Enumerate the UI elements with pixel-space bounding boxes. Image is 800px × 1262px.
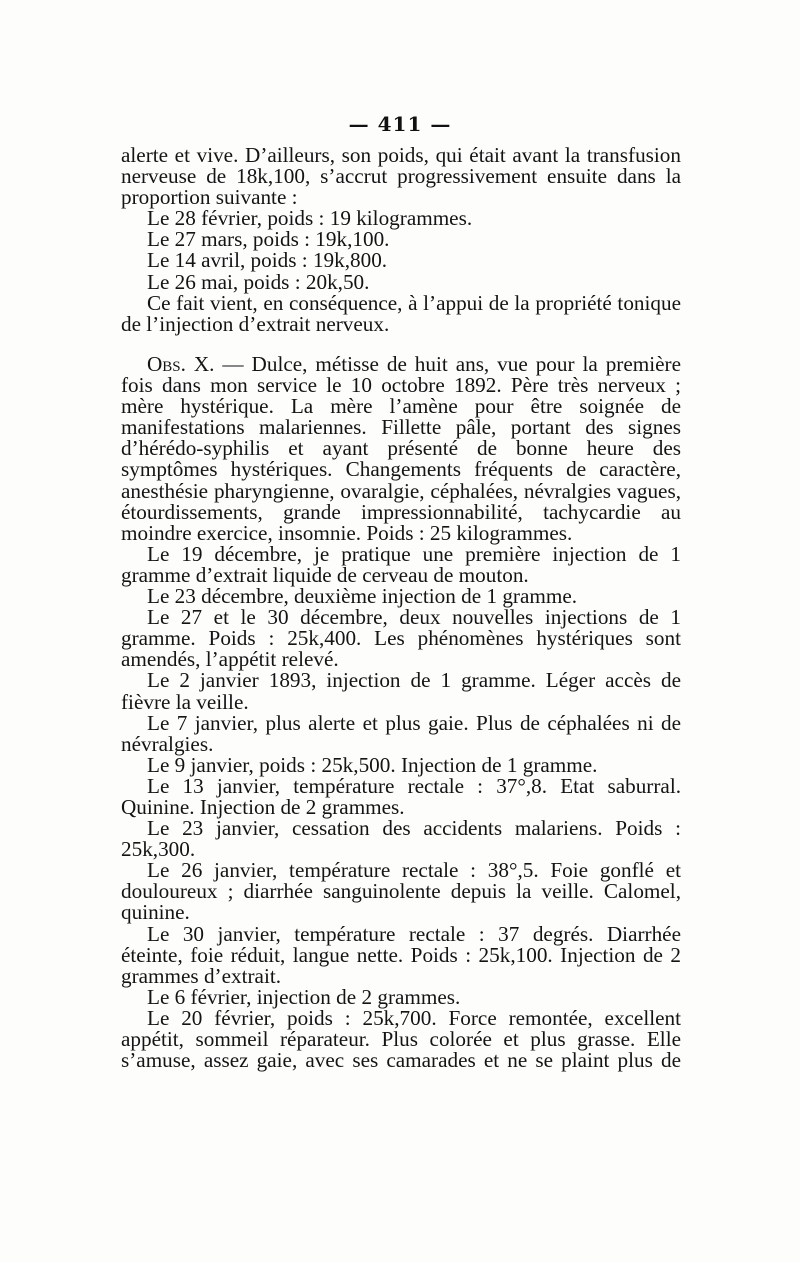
paragraph: Le 30 janvier, température rectale : 37 degrés. Diarrhée éteinte, foie réduit, langue nette. Poids : 25k,100. Injection de 2 grammes d’extrait.: [121, 921, 681, 988]
paragraph: Le 28 février, poids : 19 kilogrammes.: [147, 206, 473, 231]
paragraph: Le 19 décembre, je pratique une première injection de 1 gramme d’extrait liquide de cerveau de mouton.: [121, 541, 681, 587]
observation-paragraph: [121, 354, 681, 544]
observation-block: [121, 354, 681, 1071]
paragraph: Le 14 avril, poids : 19k,800.: [147, 248, 388, 273]
paragraph: Le 23 janvier, cessation des accidents malariens. Poids : 25k,300.: [121, 816, 681, 862]
text-block-top: [121, 145, 681, 335]
paragraph: Le 7 janvier, plus alerte et plus gaie. Plus de céphalées ni de névralgies.: [121, 710, 681, 756]
paragraph: Le 6 février, injection de 2 grammes.: [147, 984, 461, 1009]
paragraph: Le 20 février, poids : 25k,700. Force remontée, excellent appétit, sommeil réparateur. Plus colorée et plus grasse. Elle s’amuse, assez gaie, avec ses camarades et ne se plaint plus de: [121, 1005, 681, 1073]
paragraph: Ce fait vient, en conséquence, à l’appui de la propriété tonique de l’injection d’extrait nerveux.: [121, 290, 681, 336]
paragraph: Le 23 décembre, deuxième injection de 1 gramme.: [147, 584, 578, 609]
paragraph: Le 26 mai, poids : 20k,50.: [147, 269, 370, 294]
observation-intro: — Dulce, métisse de huit ans, vue pour la première fois dans mon service le 10 octobre 1892. Père très nerveux ; mère hystérique. La mère l’amène pour être soignée de manifestations malariennes. Fillette pâle, portant des signes d’hérédo-syphilis et ayant présenté de bonne heure des symptômes hystériques. Changements fréquents de caractère, anesthésie pharyngienne, ovaralgie, céphalées, névralgies vagues, étourdissements, grande impressionnabilité, tachycardie au moindre exercice, insomnie. Poids : 25 kilogrammes.: [121, 352, 681, 545]
observation-label: Obs. X.: [147, 352, 215, 376]
paragraph: Le 26 janvier, température rectale : 38°,5. Foie gonflé et douloureux ; diarrhée sanguinolente depuis la veille. Calomel, quinine.: [121, 858, 681, 925]
paragraph: Le 2 janvier 1893, injection de 1 gramme. Léger accès de fièvre la veille.: [121, 668, 681, 714]
paragraph: Le 27 mars, poids : 19k,100.: [147, 227, 390, 252]
page-number: — 411 —: [348, 112, 452, 136]
paragraph: Le 9 janvier, poids : 25k,500. Injection de 1 gramme.: [147, 752, 598, 777]
paragraph: alerte et vive. D’ailleurs, son poids, qui était avant la transfusion nerveuse de 18k,100, s’accrut progressivement ensuite dans la proportion suivante :: [121, 143, 681, 210]
paragraph: Le 13 janvier, température rectale : 37°,8. Etat saburral. Quinine. Injection de 2 grammes.: [121, 773, 681, 819]
paragraph: Le 27 et le 30 décembre, deux nouvelles injections de 1 gramme. Poids : 25k,400. Les phénomènes hystériques sont amendés, l’appétit relevé.: [121, 605, 681, 672]
